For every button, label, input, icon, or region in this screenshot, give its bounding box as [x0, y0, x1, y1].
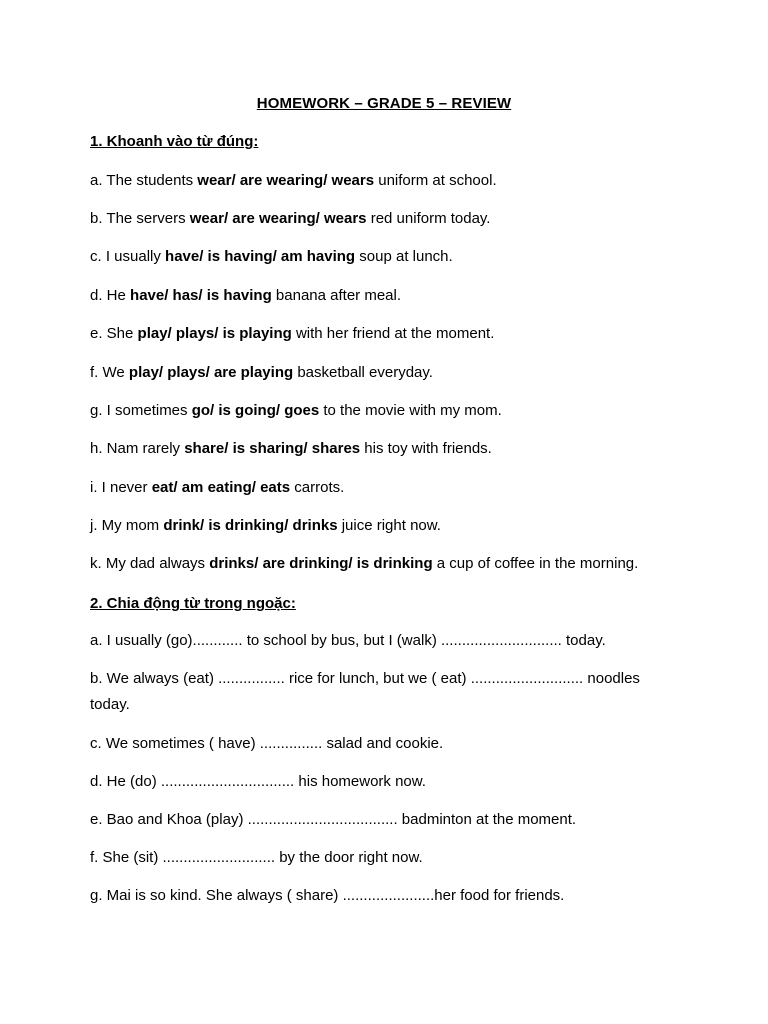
- page-title: HOMEWORK – GRADE 5 – REVIEW: [256, 95, 512, 112]
- item-pre: f. We: [90, 364, 129, 381]
- item-pre: e. She: [90, 325, 138, 342]
- section-1-heading: 1. Khoanh vào từ đúng:: [90, 133, 259, 150]
- exercise-1-item: [90, 321, 730, 347]
- item-pre: k. My dad always: [90, 555, 210, 572]
- item-post: with her friend at the moment.: [291, 325, 495, 342]
- item-choices: drinks/ are drinking/ is drinking: [209, 555, 433, 572]
- item-post: to the movie with my mom.: [319, 402, 502, 419]
- exercise-1-item: [90, 513, 730, 539]
- exercise-1-item: [90, 168, 730, 194]
- item-choices: wear/ are wearing/ wears: [197, 172, 375, 189]
- item-choices: eat/ am eating/ eats: [151, 479, 291, 496]
- exercise-2-item: a. I usually (go)............ to school by bus, but I (walk) ............................. today.: [90, 632, 606, 649]
- item-post: uniform at school.: [374, 172, 497, 189]
- item-post: his toy with friends.: [360, 440, 492, 457]
- item-choices: wear/ are wearing/ wears: [189, 210, 367, 227]
- item-post: a cup of coffee in the morning.: [432, 555, 639, 572]
- item-post: juice right now.: [337, 517, 441, 534]
- exercise-1-item: [90, 475, 730, 501]
- item-pre: b. The servers: [90, 210, 190, 227]
- item-choices: drink/ is drinking/ drinks: [163, 517, 338, 534]
- exercise-2-item: e. Bao and Khoa (play) .................................... badminton at the moment.: [90, 811, 577, 828]
- item-post: banana after meal.: [271, 287, 402, 304]
- exercise-1-item: [90, 283, 730, 309]
- item-pre: g. I sometimes: [90, 402, 192, 419]
- item-post: basketball everyday.: [293, 364, 433, 381]
- exercise-1-item: [90, 206, 730, 232]
- exercise-2-item: d. He (do) ................................ his homework now.: [90, 773, 426, 790]
- exercise-1-item: [90, 551, 730, 577]
- item-choices: go/ is going/ goes: [191, 402, 320, 419]
- exercise-2-item: c. We sometimes ( have) ............... salad and cookie.: [90, 735, 444, 752]
- item-choices: share/ is sharing/ shares: [184, 440, 361, 457]
- item-pre: i. I never: [90, 479, 152, 496]
- item-pre: a. The students: [90, 172, 198, 189]
- item-choices: play/ plays/ are playing: [128, 364, 294, 381]
- exercise-1-item: [90, 244, 730, 270]
- item-post: red uniform today.: [366, 210, 491, 227]
- exercise-1-item: [90, 436, 730, 462]
- item-choices: have/ is having/ am having: [165, 248, 356, 265]
- exercise-2-item: f. She (sit) ........................... by the door right now.: [90, 849, 423, 866]
- item-post: carrots.: [290, 479, 345, 496]
- item-pre: d. He: [90, 287, 131, 304]
- exercise-2-item: b. We always (eat) ................ rice for lunch, but we ( eat) ........................... noodles today.: [90, 670, 640, 713]
- item-pre: h. Nam rarely: [90, 440, 185, 457]
- section-2-heading: 2. Chia động từ trong ngoặc:: [90, 595, 296, 612]
- exercise-2-item: g. Mai is so kind. She always ( share) ......................her food for friends.: [90, 887, 565, 904]
- item-pre: c. I usually: [90, 248, 166, 265]
- exercise-1-item: [90, 360, 730, 386]
- item-choices: have/ has/ is having: [130, 287, 272, 304]
- exercise-1-item: [90, 398, 730, 424]
- item-post: soup at lunch.: [355, 248, 453, 265]
- item-choices: play/ plays/ is playing: [137, 325, 292, 342]
- item-pre: j. My mom: [90, 517, 164, 534]
